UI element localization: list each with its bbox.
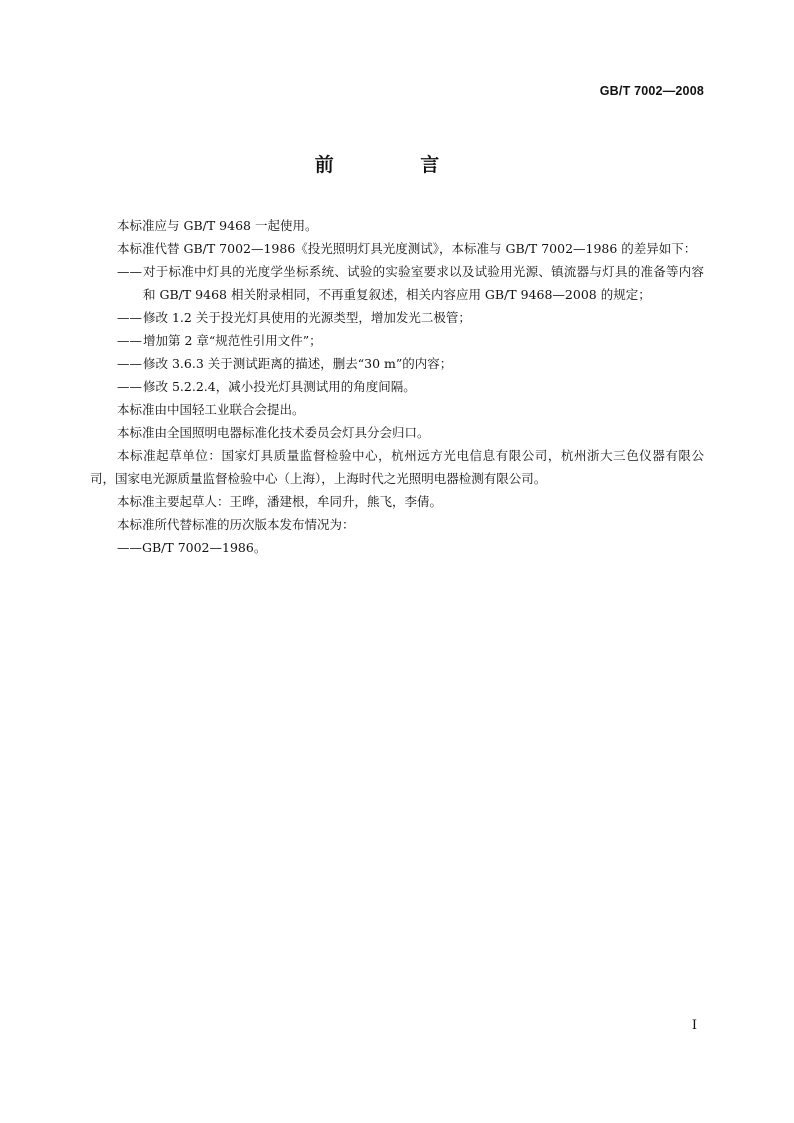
paragraph: 本标准由全国照明电器标准化技术委员会灯具分会归口。: [117, 425, 430, 440]
dash-marker: ——: [117, 356, 142, 371]
list-item-text: 修改 1.2 关于投光灯具使用的光源类型，增加发光二极管；: [143, 310, 471, 325]
dash-marker: ——: [117, 540, 142, 555]
list-item-text: 修改 3.6.3 关于测试距离的描述，删去“30 m”的内容；: [143, 356, 453, 371]
paragraph: 本标准主要起草人：王晔，潘建根，牟同升，熊飞，李倩。: [117, 494, 443, 509]
standard-code: GB/T 7002—2008: [599, 84, 704, 98]
list-item: [90, 375, 704, 398]
list-item: [90, 260, 704, 306]
list-item-text: 增加第 2 章“规范性引用文件”；: [143, 333, 322, 348]
paragraph: 本标准所代替标准的历次版本发布情况为：: [117, 517, 355, 532]
paragraph: 本标准代替 GB/T 7002—1986《投光照明灯具光度测试》，本标准与 GB/T 7002—1986 的差异如下：: [117, 241, 697, 256]
dash-marker: ——: [117, 264, 142, 279]
list-item: [90, 329, 704, 352]
list-item: [90, 536, 704, 559]
list-item-text: 对于标准中灯具的光度学坐标系统、试验的实验室要求以及试验用光源、镇流器与灯具的准备等内容和 GB/T 9468 相关附录相同，不再重复叙述，相关内容应用 GB/T 9468—2008 的规定；: [143, 264, 704, 302]
list-item: [90, 352, 704, 375]
paragraph: 本标准起草单位：国家灯具质量监督检验中心，杭州远方光电信息有限公司，杭州浙大三色仪器有限公司，国家电光源质量监督检验中心（上海），上海时代之光照明电器检测有限公司。: [90, 448, 704, 486]
list-item-text: GB/T 7002—1986。: [142, 540, 267, 555]
paragraph: 本标准应与 GB/T 9468 一起使用。: [117, 218, 318, 233]
dash-marker: ——: [117, 333, 142, 348]
dash-marker: ——: [117, 310, 142, 325]
paragraph: 本标准由中国轻工业联合会提出。: [117, 402, 305, 417]
foreword-body: [90, 214, 704, 559]
dash-marker: ——: [117, 379, 142, 394]
list-item-text: 修改 5.2.2.4，减小投光灯具测试用的角度间隔。: [143, 379, 416, 394]
page-number: I: [691, 1018, 697, 1033]
page-title: 前 言: [314, 154, 480, 176]
list-item: [90, 306, 704, 329]
